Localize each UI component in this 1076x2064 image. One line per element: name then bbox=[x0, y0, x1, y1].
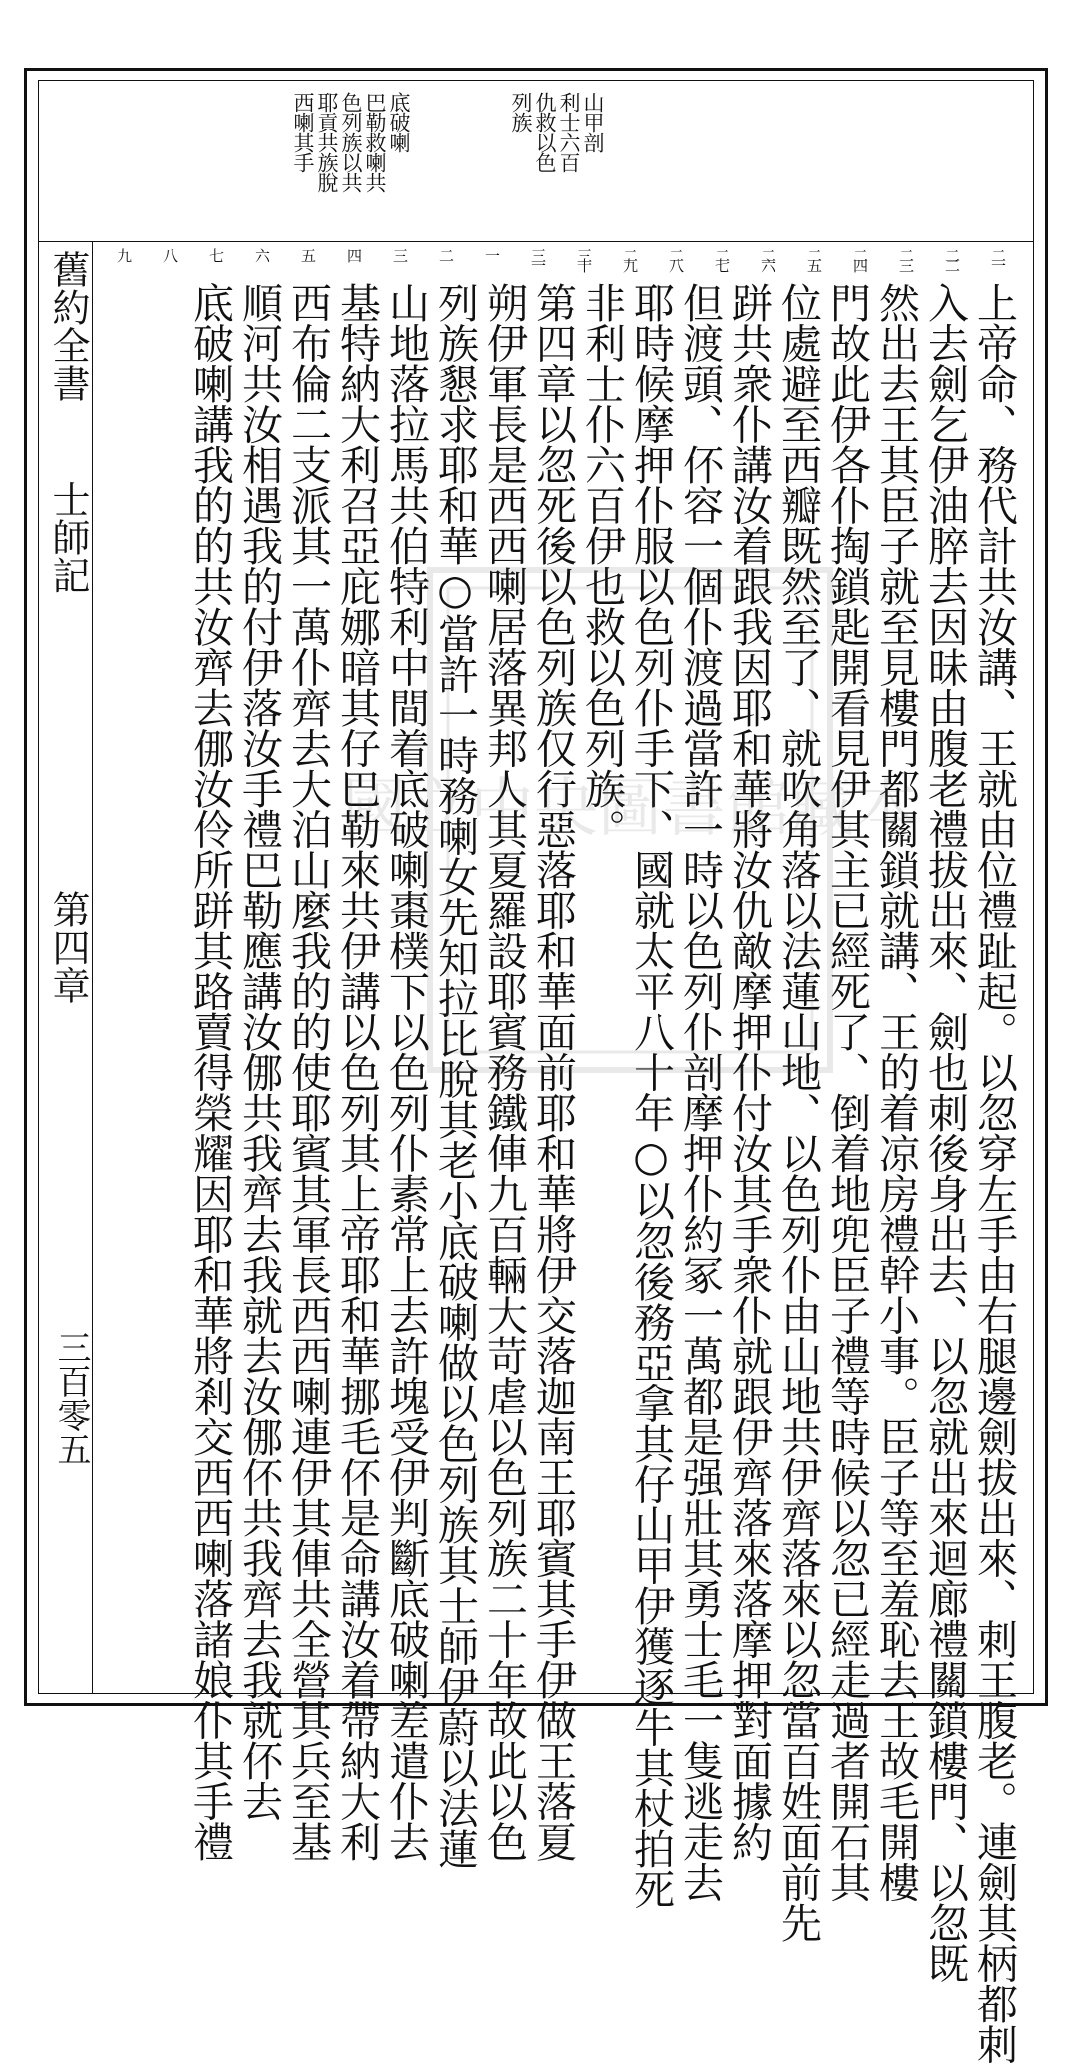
line-number: 二六 bbox=[759, 248, 777, 268]
verse-column: 列族懇求耶和華○當許一時務喇女先知拉比脫其老小底破喇做以色列族其士師伊蔚以法蓮 bbox=[431, 282, 479, 1869]
header-note: 仇救以色 bbox=[533, 92, 557, 172]
line-number: 二八 bbox=[667, 248, 685, 268]
verse-column: 但渡頭、伓容一個仆渡過當許一時以色列仆剖摩押仆約冢一萬都是强壯其勇士毛一隻逃走去 bbox=[676, 282, 724, 1902]
header-note: 山甲剖 bbox=[581, 92, 605, 152]
line-number: 六 bbox=[253, 248, 271, 258]
stamp-text: 國立中央圖書館藏本 bbox=[342, 772, 918, 846]
verse-column: 耶時候摩押仆服以色列仆手下、國就太平八十年○以忽後務亞拿其仔山甲伊獲逐牛其杖拍死 bbox=[627, 282, 675, 1909]
line-number: 八 bbox=[161, 248, 179, 258]
page-number: 三百零五 bbox=[51, 1330, 91, 1466]
header-note: 利士六百 bbox=[557, 92, 581, 172]
book-name: 士師記 bbox=[46, 480, 90, 594]
verse-column: 位處避至西瓣既然至了、就吹角落以法蓮山地、以色列仆由山地共伊齊落來以忽當百姓面前先 bbox=[774, 282, 822, 1943]
line-number: 三十 bbox=[575, 248, 593, 268]
header-note: 底破喇 bbox=[387, 92, 411, 152]
header-note: 巴勒救喇共 bbox=[363, 92, 387, 192]
chapter-label: 第四章 bbox=[46, 890, 90, 1004]
line-number: 二一 bbox=[989, 248, 1007, 268]
spine-divider bbox=[92, 242, 93, 1694]
verse-column: 上帝命、務代計共汝講、王就由位禮趾起。以忽穿左手由右腿邊劍拔出來、刺王腹老。連劍其柄都刺 bbox=[970, 282, 1018, 2064]
header-note: 耶貢共族脫 bbox=[315, 92, 339, 192]
line-number: 二七 bbox=[713, 248, 731, 268]
verse-column: 然出去王其臣子就至見樓門都關鎖就講、王的着凉房禮幹小事。臣子等至羞恥去王故毛開樓 bbox=[872, 282, 920, 1902]
line-number: 三 bbox=[391, 248, 409, 258]
line-number: 二四 bbox=[851, 248, 869, 268]
header-note: 列族 bbox=[509, 92, 533, 132]
line-number: 五 bbox=[299, 248, 317, 258]
verse-column: 門故此伊各仆掏鎖匙開看見伊其主已經死了、倒着地兜臣子禮等時候以忽已經走過者開石其 bbox=[823, 282, 871, 1902]
line-number: 二三 bbox=[897, 248, 915, 268]
verse-column: 第四章以忽死後以色列族仅行惡落耶和華面前耶和華將伊交落迦南王耶賓其手伊做王落夏 bbox=[529, 282, 577, 1862]
verse-column: 底破喇講我的的共汝齊去㑚汝伶所跰其路賣得榮耀因耶和華將剎交西西喇落諸娘仆其手禮 bbox=[186, 282, 234, 1862]
line-number: 三一 bbox=[529, 248, 547, 268]
line-number: 二二 bbox=[943, 248, 961, 268]
verse-column: 西布倫二支派其一萬仆齊去大泊山麼我的的使耶賓其軍長西西喇連伊其俥共全營其兵至基 bbox=[284, 282, 332, 1862]
verse-column: 山地落拉馬共伯特利中間着底破喇棗樸下以色列仆素常上去許塊受伊判斷底破喇差遣仆去 bbox=[382, 282, 430, 1862]
line-number: 二五 bbox=[805, 248, 823, 268]
line-number: 九 bbox=[115, 248, 133, 258]
line-number: 七 bbox=[207, 248, 225, 258]
line-number: 二 bbox=[437, 248, 455, 258]
verse-column: 入去劍乞伊油脺去因昧由腹老禮拔出來、劍也刺後身出去、以忽就出來迴廊禮關鎖樓門、以忽既 bbox=[921, 282, 969, 1983]
verse-column: 朔伊軍長是西西喇居落異邦人其夏羅設耶賓務鐵俥九百輛大苛虐以色列族二十年故此以色 bbox=[480, 282, 528, 1862]
header-note: 色列族以共 bbox=[339, 92, 363, 192]
verse-column: 非利士仆六百伊也救以色列族。 bbox=[578, 282, 626, 849]
line-number: 一 bbox=[483, 248, 501, 258]
verse-column: 跰共衆仆講汝着跟我因耶和華將汝仇敵摩押仆付汝其手衆仆就跟伊齊落來落摩押對面據約 bbox=[725, 282, 773, 1862]
line-number: 二九 bbox=[621, 248, 639, 268]
verse-column: 順河共汝相遇我的付伊落汝手禮巴勒應講汝㑚共我齊去我就去汝㑚伓共我齊去我就伓去 bbox=[235, 282, 283, 1821]
verse-column: 基特納大利召亞庇娜暗其仔巴勒來共伊講以色列其上帝耶和華挪毛伓是命講汝着帶納大利 bbox=[333, 282, 381, 1862]
line-number: 四 bbox=[345, 248, 363, 258]
book-title: 舊約全書 bbox=[46, 250, 90, 402]
header-note: 西喇其手 bbox=[291, 92, 315, 172]
